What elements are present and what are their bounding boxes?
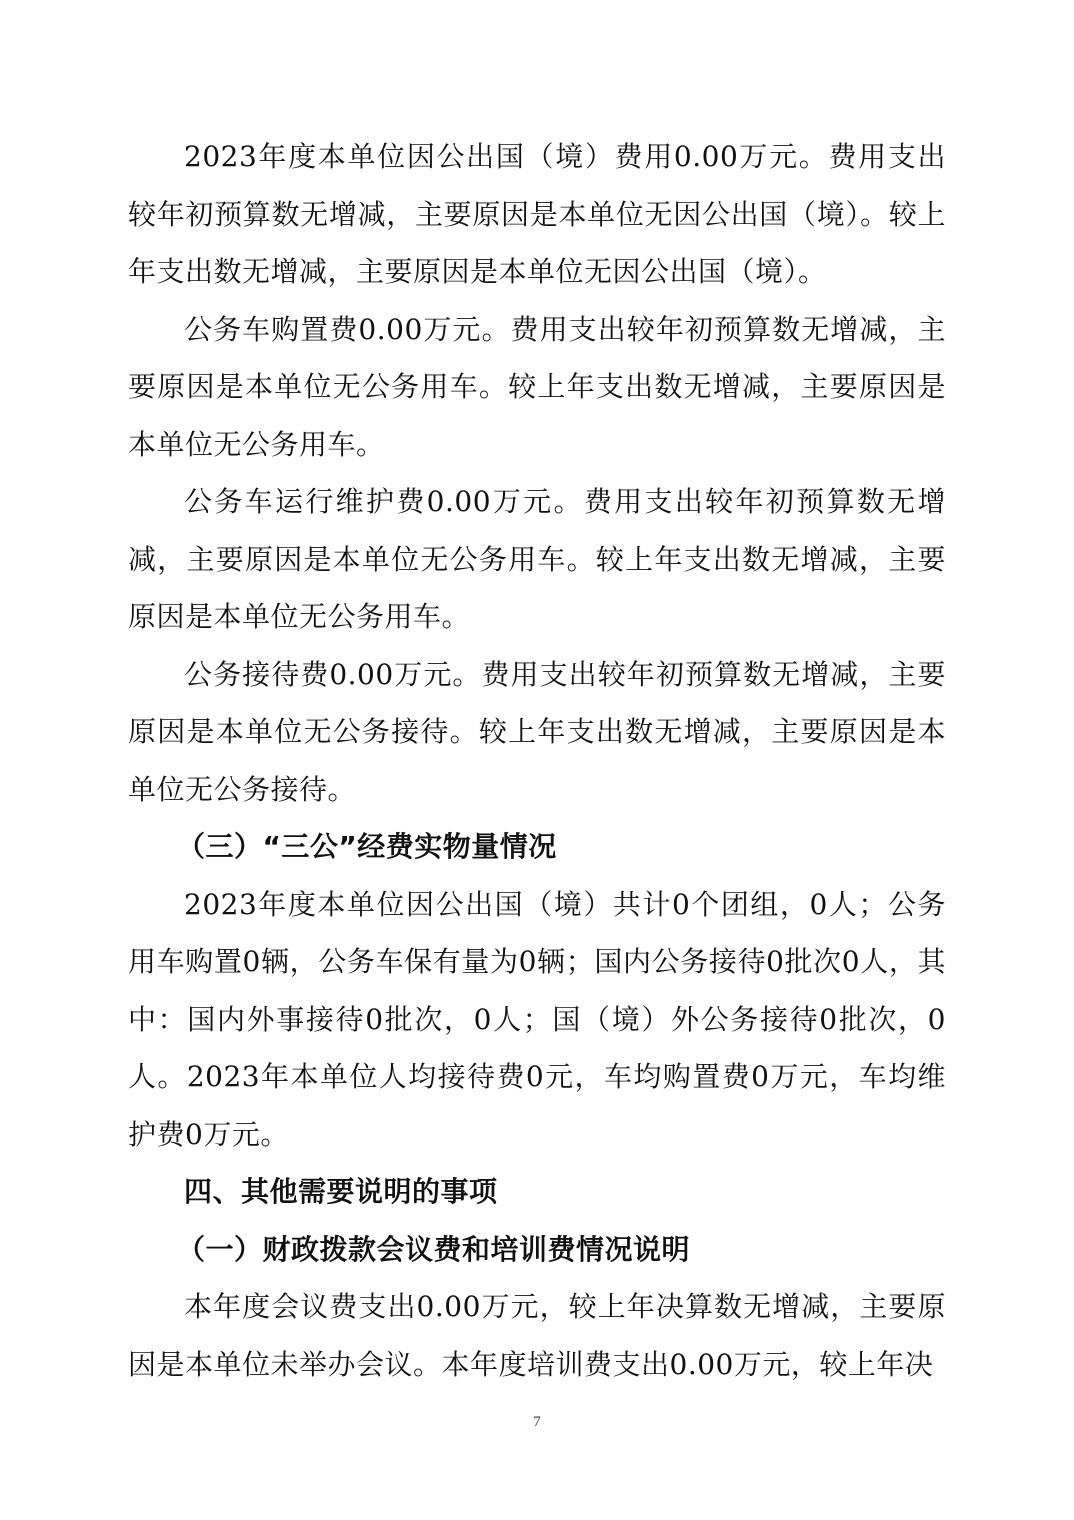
document-body [128,128,946,1393]
page-number: 7 [533,1414,541,1430]
paragraph-official-reception: 公务接待费0.00万元。费用支出较年初预算数无增减，主要原因是本单位无公务接待。较上年支出数无增减，主要原因是本单位无公务接待。 [128,657,946,806]
paragraph-overseas-travel: 2023年度本单位因公出国（境）费用0.00万元。费用支出较年初预算数无增减，主要原因是本单位无因公出国（境）。较上年支出数无增减，主要原因是本单位无因公出国（境）。 [128,140,946,288]
paragraph-vehicle-purchase: 公务车购置费0.00万元。费用支出较年初预算数无增减，主要原因是本单位无公务用车。较上年支出数无增减，主要原因是本单位无公务用车。 [128,312,946,461]
section-heading-three-public: （三）“三公”经费实物量情况 [177,830,557,863]
chapter-heading-other-matters: 四、其他需要说明的事项 [184,1175,498,1208]
paragraph-meeting-training: 本年度会议费支出0.00万元，较上年决算数无增减，主要原因是本单位未举办会议。本年度培训费支出0.00万元，较上年决 [128,1290,946,1381]
section-heading-meeting-training: （一）财政拨款会议费和培训费情况说明 [177,1232,691,1266]
paragraph-vehicle-maintenance: 公务车运行维护费0.00万元。费用支出较年初预算数无增减，主要原因是本单位无公务用车。较上年支出数无增减，主要原因是本单位无公务用车。 [128,485,946,633]
paragraph-physical-quantities: 2023年度本单位因公出国（境）共计0个团组，0人；公务用车购置0辆，公务车保有量为0辆；国内公务接待0批次0人，其中：国内外事接待0批次，0人；国（境）外公务接待0批次，0人。2023年本单位人均接待费0元，车均购置费0万元，车均维护费0万元。 [128,887,946,1151]
